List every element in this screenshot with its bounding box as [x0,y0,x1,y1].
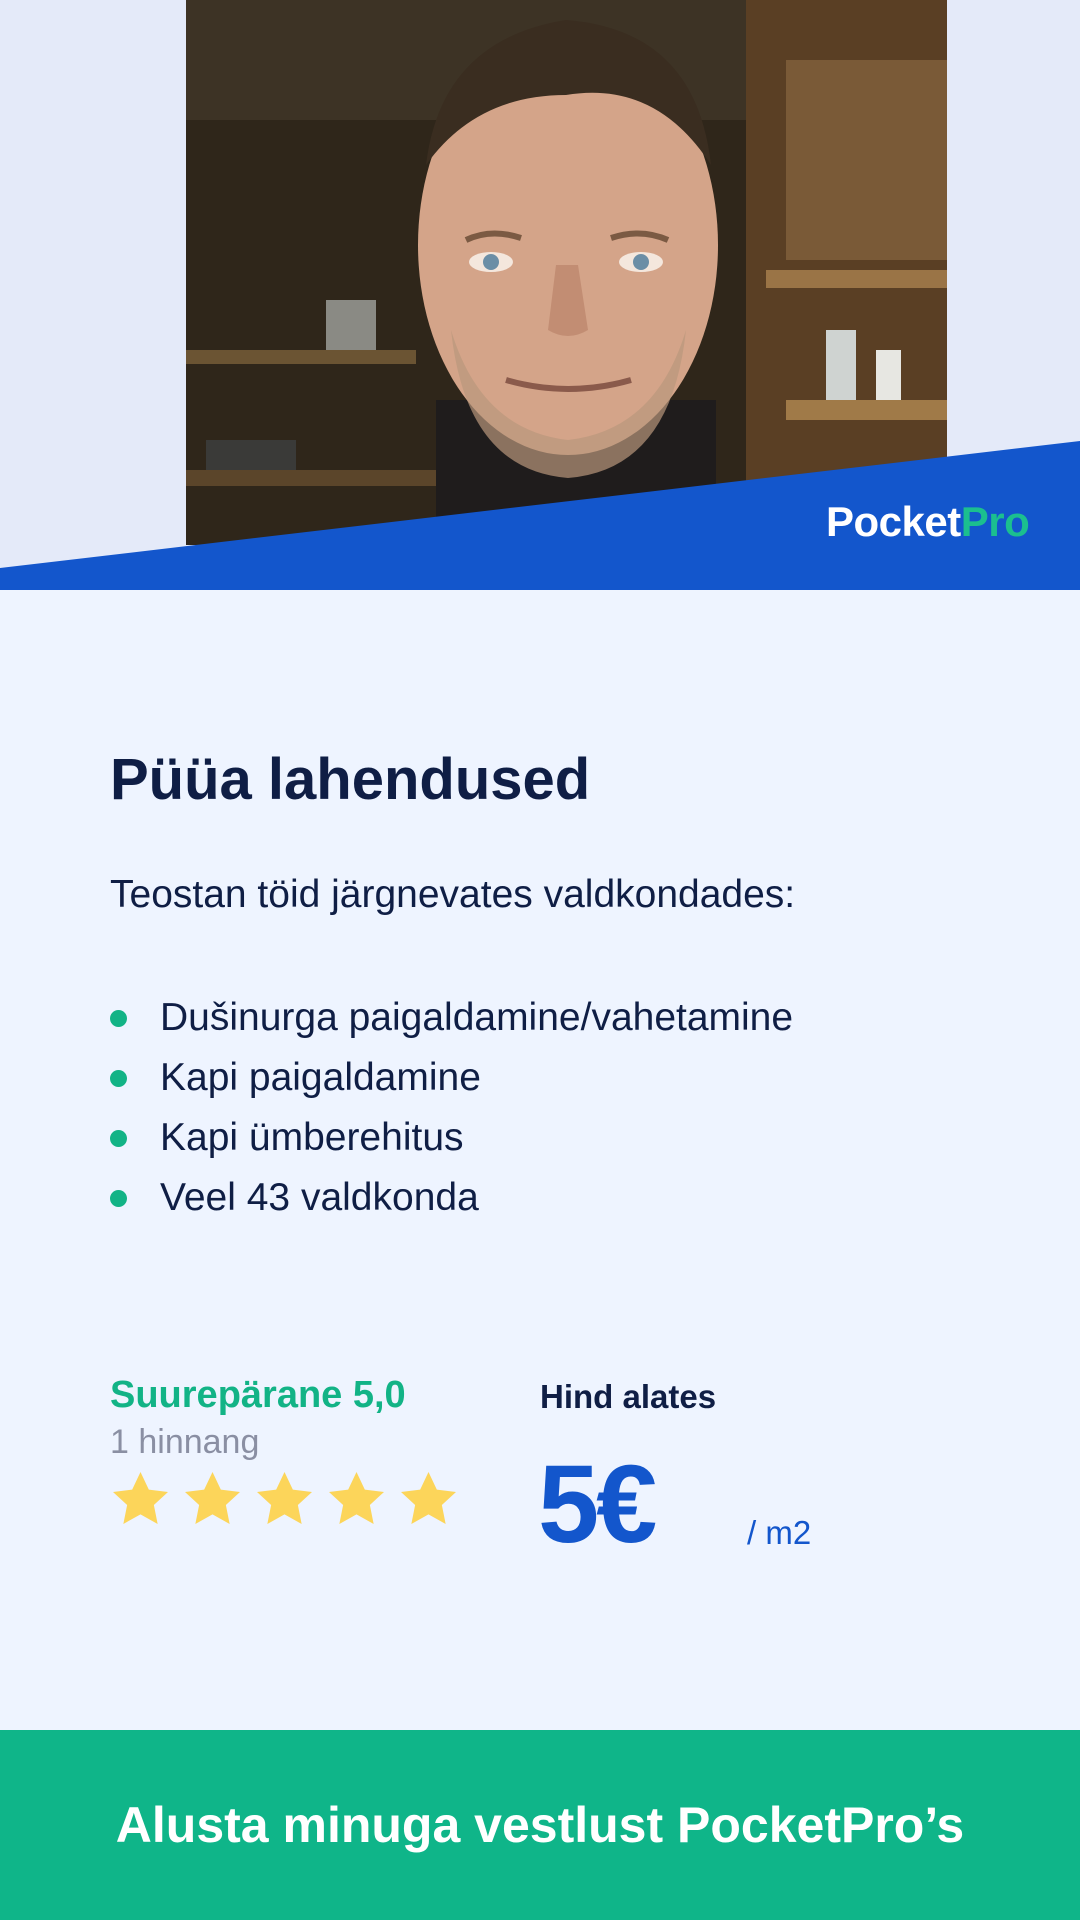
star-rating [110,1470,459,1528]
service-label: Kapi paigaldamine [160,1056,481,1099]
pocketpro-logo: PocketPro [826,498,1030,545]
star-icon [254,1470,315,1528]
services-list [110,988,793,1228]
star-icon [326,1470,387,1528]
rating-label: Suurepärane 5,0 [110,1374,406,1416]
star-icon [398,1470,459,1528]
bullet-icon [110,1190,127,1207]
bullet-icon [110,1130,127,1147]
price-label: Hind alates [540,1378,717,1415]
service-label: Dušinurga paigaldamine/vahetamine [160,996,794,1039]
bullet-icon [110,1010,127,1027]
service-item [110,1048,793,1108]
services-intro: Teostan töid järgnevates valdkondades: [110,873,796,916]
service-item [110,1108,793,1168]
pro-name-heading: Püüa lahendused [110,747,591,812]
rating-count: 1 hinnang [110,1423,260,1461]
service-item [110,988,793,1048]
service-item [110,1168,793,1228]
header-banner [0,0,1080,590]
star-icon [182,1470,243,1528]
start-chat-button[interactable]: Alusta minuga vestlust PocketPro’s [0,1730,1080,1920]
service-label: Veel 43 valdkonda [160,1176,479,1219]
price-value: 5€ [538,1443,655,1566]
service-label: Kapi ümberehitus [160,1116,464,1159]
star-icon [110,1470,171,1528]
bullet-icon [110,1070,127,1087]
price-unit: / m2 [747,1514,812,1551]
